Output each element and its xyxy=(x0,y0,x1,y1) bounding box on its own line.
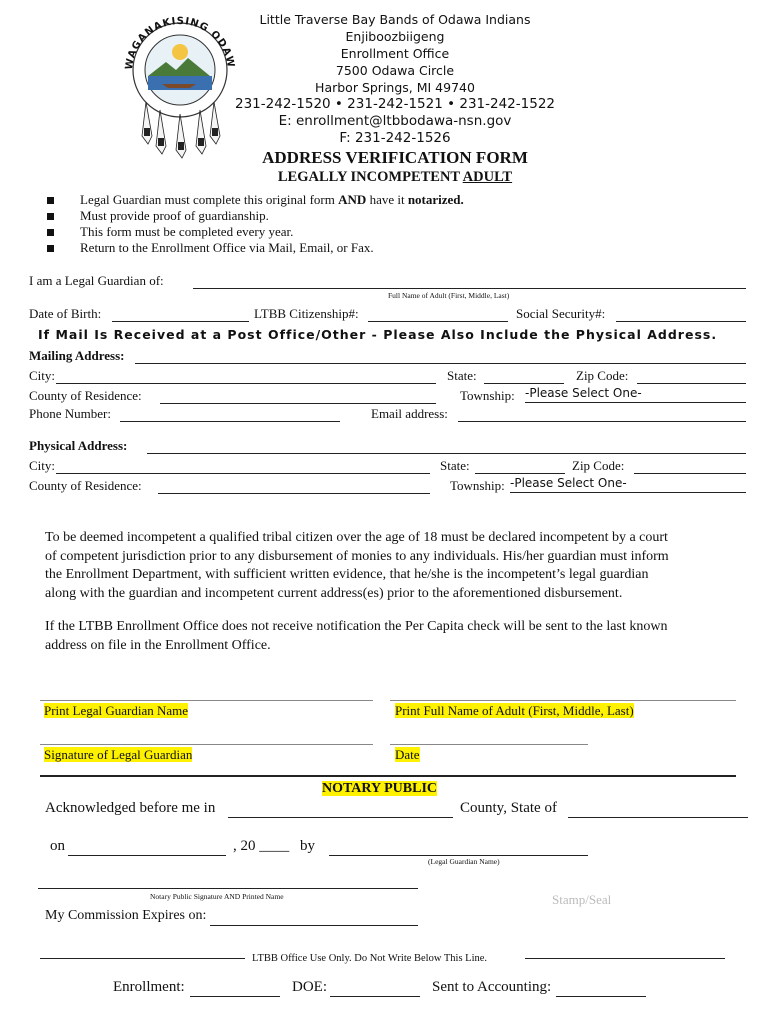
physical-township-label: Township: xyxy=(450,478,505,493)
notary-state-field[interactable] xyxy=(568,817,748,818)
guardian-of-label: I am a Legal Guardian of: xyxy=(29,273,164,288)
notary-divider xyxy=(40,775,736,777)
header-fax: F: 231-242-1526 xyxy=(339,130,451,146)
phone-label: Phone Number: xyxy=(29,406,111,421)
header-native-name: Enjiboozbiigeng xyxy=(345,29,445,44)
stamp-seal-placeholder: Stamp/Seal xyxy=(552,892,612,907)
mailing-state-label: State: xyxy=(447,368,477,383)
dob-label: Date of Birth: xyxy=(29,306,102,321)
date-label: Date xyxy=(395,747,420,762)
print-adult-label: Print Full Name of Adult (First, Middle, Last) xyxy=(395,703,634,718)
signature-date-field[interactable] xyxy=(390,744,588,745)
bullet-square xyxy=(47,197,54,204)
physical-county-label: County of Residence: xyxy=(29,478,142,493)
header-office: Enrollment Office xyxy=(340,46,450,61)
dob-field[interactable] xyxy=(112,321,249,322)
header-email: E: enrollment@ltbbodawa-nsn.gov xyxy=(278,113,512,129)
print-guardian-label: Print Legal Guardian Name xyxy=(44,703,189,718)
commission-expires-field[interactable] xyxy=(210,925,418,926)
notary-signature-field[interactable] xyxy=(38,888,418,889)
tribal-seal-logo xyxy=(118,10,238,160)
notary-year-label: , 20 ____ xyxy=(233,838,290,854)
bullet-square xyxy=(47,245,54,252)
adult-full-name-field[interactable] xyxy=(193,288,746,289)
bullet-item-3: This form must be completed every year. xyxy=(80,224,294,239)
office-divider-right xyxy=(525,958,725,959)
per-capita-paragraph: If the LTBB Enrollment Office does not receive notification the Per Capita check will be sent to the last known address on file in the Enrollment Office. xyxy=(45,619,668,653)
bullet-square xyxy=(47,229,54,236)
ssn-label: Social Security#: xyxy=(516,306,606,321)
mailing-city-label: City: xyxy=(29,368,56,383)
notary-date-field[interactable] xyxy=(68,855,226,856)
physical-address-label: Physical Address: xyxy=(29,438,128,453)
notary-county-field[interactable] xyxy=(228,817,453,818)
notary-title: NOTARY PUBLIC xyxy=(322,781,438,796)
accounting-field[interactable] xyxy=(556,996,646,997)
bullet-item-1: Legal Guardian must complete this original form AND have it notarized. xyxy=(80,192,464,207)
mailing-state-field[interactable] xyxy=(484,383,564,384)
physical-zip-field[interactable] xyxy=(634,473,746,474)
physical-township-select[interactable]: -Please Select One- xyxy=(510,476,746,493)
physical-county-field[interactable] xyxy=(158,493,430,494)
physical-state-label: State: xyxy=(440,458,470,473)
email-label: Email address: xyxy=(371,406,448,421)
phone-field[interactable] xyxy=(120,421,340,422)
header-org: Little Traverse Bay Bands of Odawa Indians xyxy=(259,12,531,27)
commission-expires-label: My Commission Expires on: xyxy=(45,908,207,923)
doe-label: DOE: xyxy=(292,979,327,995)
enrollment-field[interactable] xyxy=(190,996,280,997)
svg-text:WAGANAKISING ODAWA: WAGANAKISING ODAW xyxy=(123,15,237,71)
mailing-zip-field[interactable] xyxy=(637,383,746,384)
guardian-signature-label: Signature of Legal Guardian xyxy=(44,747,193,762)
header-city: Harbor Springs, MI 49740 xyxy=(315,80,475,95)
bullet-item-2: Must provide proof of guardianship. xyxy=(80,208,269,223)
citizenship-label: LTBB Citizenship#: xyxy=(254,306,359,321)
notary-signature-hint: Notary Public Signature AND Printed Name xyxy=(150,892,284,901)
enrollment-label: Enrollment: xyxy=(113,979,185,995)
county-state-label: County, State of xyxy=(460,800,557,816)
mailing-township-select[interactable]: -Please Select One- xyxy=(525,386,746,403)
notary-on-label: on xyxy=(50,838,65,854)
office-use-notice: LTBB Office Use Only. Do Not Write Below This Line. xyxy=(252,953,488,964)
physical-city-label: City: xyxy=(29,458,56,473)
acknowledged-label: Acknowledged before me in xyxy=(45,800,216,816)
incompetent-paragraph: To be deemed incompetent a qualified tribal citizen over the age of 18 must be declared incompetent by a court of competent jurisdiction prior to any disbursement of monies to any individuals. His/her guardian must inform the Enrollment Department, with sufficient written evidence, that he/she is the incompetent’s legal guardian along with the guardian and incompetent current address(es) prior to the aforementioned disbursement. xyxy=(45,530,669,601)
physical-state-field[interactable] xyxy=(475,473,565,474)
header-phones: 231-242-1520 • 231-242-1521 • 231-242-1522 xyxy=(235,96,555,112)
guardian-name-hint: (Legal Guardian Name) xyxy=(428,857,500,866)
physical-address-field[interactable] xyxy=(147,453,746,454)
doe-field[interactable] xyxy=(330,996,420,997)
header-street: 7500 Odawa Circle xyxy=(335,63,455,78)
mailing-county-label: County of Residence: xyxy=(29,388,142,403)
mailing-zip-label: Zip Code: xyxy=(576,368,629,383)
mailing-address-field[interactable] xyxy=(135,363,746,364)
physical-city-field[interactable] xyxy=(56,473,430,474)
notary-by-label: by xyxy=(300,838,315,854)
ssn-field[interactable] xyxy=(616,321,746,322)
guardian-signature-field[interactable] xyxy=(40,744,373,745)
mailing-city-field[interactable] xyxy=(56,383,436,384)
physical-zip-label: Zip Code: xyxy=(572,458,625,473)
mail-notice: If Mail Is Received at a Post Office/Other - Please Also Include the Physical Address. xyxy=(38,327,718,342)
citizenship-field[interactable] xyxy=(368,321,508,322)
notary-guardian-name-field[interactable] xyxy=(329,855,588,856)
accounting-label: Sent to Accounting: xyxy=(432,979,552,995)
form-subtitle: LEGALLY INCOMPETENT ADULT xyxy=(277,169,513,185)
bullet-square xyxy=(47,213,54,220)
full-name-hint: Full Name of Adult (First, Middle, Last) xyxy=(388,291,510,300)
mailing-township-label: Township: xyxy=(460,388,515,403)
bullet-item-4: Return to the Enrollment Office via Mail, Email, or Fax. xyxy=(80,240,374,255)
print-adult-field[interactable] xyxy=(390,700,736,701)
form-title: ADDRESS VERIFICATION FORM xyxy=(262,148,528,167)
email-field[interactable] xyxy=(458,421,746,422)
mailing-county-field[interactable] xyxy=(160,403,436,404)
print-guardian-field[interactable] xyxy=(40,700,373,701)
mailing-address-label: Mailing Address: xyxy=(29,348,125,363)
office-divider-left xyxy=(40,958,245,959)
